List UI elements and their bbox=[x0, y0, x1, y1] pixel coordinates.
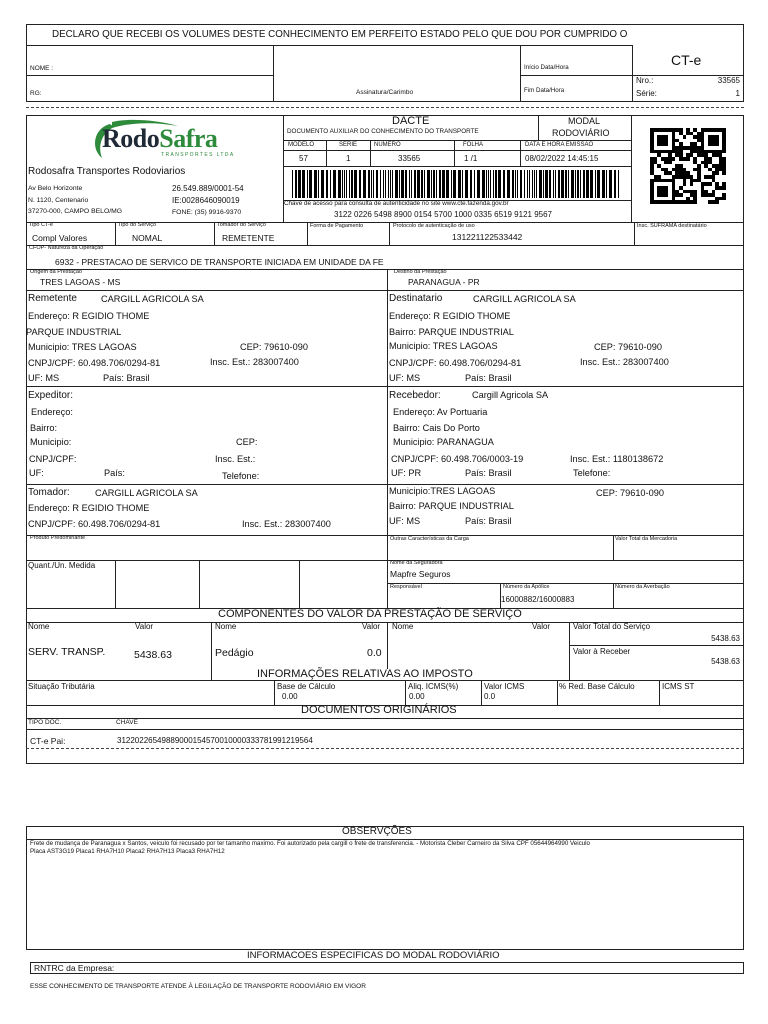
comp-nome-label-1: Nome bbox=[28, 622, 50, 631]
origem-value: TRES LAGOAS - MS bbox=[40, 277, 121, 287]
tomador-label: Tomador: bbox=[28, 487, 70, 498]
company-address1: Av Belo Horizonte bbox=[28, 185, 83, 192]
componentes-title: COMPONENTES DO VALOR DA PRESTAÇÃO DE SERVIÇO bbox=[218, 608, 522, 620]
expedidor-cnpj: CNPJ/CPF: bbox=[29, 454, 77, 464]
logo-text-safra: Safra bbox=[159, 124, 218, 153]
seguradora-value: Mapfre Seguros bbox=[390, 569, 451, 579]
protocolo-value: 131221122533442 bbox=[452, 232, 523, 242]
documentos-title: DOCUMENTOS ORIGINÁRIOS bbox=[301, 704, 457, 716]
comp-item2-value: 0.0 bbox=[367, 647, 382, 659]
comp-valor-label-1: Valor bbox=[135, 622, 154, 631]
expedidor-endereco: Endereço: bbox=[31, 407, 73, 417]
tomador-pais: País: Brasil bbox=[465, 516, 512, 526]
expedidor-municipio: Municipio: bbox=[30, 437, 72, 447]
numero-value: 33565 bbox=[398, 154, 421, 163]
comp-nome-label-3: Nome bbox=[392, 622, 414, 631]
total-servico-label: Valor Total do Serviço bbox=[573, 622, 651, 631]
destinatario-municipio: Municipio: TRES LAGOAS bbox=[389, 341, 498, 351]
expedidor-uf: UF: bbox=[29, 468, 44, 478]
observacoes-line2: Placa AST3G19 Placa1 RHA7H10 Placa2 RHA7H13 Placa3 RHA7H12 bbox=[30, 848, 225, 855]
receipt-serie-value: 1 bbox=[735, 89, 740, 98]
apolice-label: Número da Apólice bbox=[503, 584, 550, 590]
separator-line bbox=[26, 748, 744, 749]
remetente-pais: País: Brasil bbox=[103, 373, 150, 383]
chave-label: Chave de acesso para consulta de autenticidade no site www.cte.fazenda.gov.br bbox=[284, 200, 509, 207]
comp-nome-label-2: Nome bbox=[215, 622, 237, 631]
expedidor-telefone: Telefone: bbox=[222, 471, 260, 481]
produto-label: Produto Predominante bbox=[30, 535, 86, 541]
recebedor-endereco: Endereço: Av Portuaria bbox=[393, 407, 488, 417]
apolice-value: 16000882/16000883 bbox=[501, 595, 575, 604]
expedidor-label: Expeditor: bbox=[28, 390, 74, 401]
quant-label: Quant./Un. Medida bbox=[28, 561, 96, 570]
remetente-uf: UF: MS bbox=[28, 373, 60, 383]
observacoes-line1: Frete de mudança de Paranagua x Santos, veiculo foi recusado por ter tamanho maximo. Foi autorizado pela cargill o frete de transferencia. - Motorista Cleber Carneiro da Silva CPF 05644964990 Veiculo bbox=[30, 840, 590, 847]
tomador-servico-label: Tomador do Serviço bbox=[217, 222, 266, 228]
logo-subtitle: TRANSPORTES LTDA bbox=[161, 152, 235, 158]
modelo-value: 57 bbox=[299, 154, 308, 163]
destinatario-bairro: Bairro: PARQUE INDUSTRIAL bbox=[389, 327, 514, 337]
base-calculo-label: Base de Cálculo bbox=[277, 682, 336, 691]
comp-item1-name: SERV. TRANSP. bbox=[28, 646, 106, 658]
folha-value: 1 /1 bbox=[464, 154, 478, 163]
destinatario-uf: UF: MS bbox=[389, 373, 421, 383]
tomador-servico-value: REMETENTE bbox=[222, 233, 275, 243]
company-cnpj: 26.549.889/0001-54 bbox=[172, 184, 244, 193]
destinatario-endereco: Endereço: R EGIDIO THOME bbox=[389, 311, 511, 321]
tipo-doc-label: TIPO DOC. bbox=[28, 719, 62, 726]
serie-value: 1 bbox=[346, 154, 351, 163]
valor-icms-label: Valor ICMS bbox=[484, 682, 525, 691]
company-phone: FONE: (35) 9916-9370 bbox=[172, 209, 242, 216]
company-address2: N. 1120, Centenario bbox=[28, 197, 89, 204]
origem-label: Origem da Prestação bbox=[30, 269, 82, 275]
tomador-name: CARGILL AGRICOLA SA bbox=[95, 488, 198, 498]
outras-carac-label: Outras Características da Carga bbox=[390, 536, 469, 542]
expedidor-pais: País: bbox=[104, 468, 125, 478]
recebedor-label: Recebedor: bbox=[389, 390, 441, 401]
remetente-endereco: Endereço: R EGIDIO THOME bbox=[28, 311, 150, 321]
comp-valor-label-3: Valor bbox=[532, 622, 551, 631]
responsavel-label: Responsável bbox=[390, 584, 422, 590]
folha-label: FOLHA bbox=[463, 142, 484, 148]
tomador-endereco: Endereço: R EGIDIO THOME bbox=[28, 503, 150, 513]
modal-info-title: INFORMACOES ESPECIFICAS DO MODAL RODOVIÁRIO bbox=[247, 950, 500, 961]
receipt-nro-value: 33565 bbox=[717, 76, 740, 85]
serie-label: SERIE bbox=[339, 142, 358, 148]
destino-label: Destino da Prestação bbox=[394, 269, 447, 275]
valor-receber-value: 5438.63 bbox=[711, 657, 740, 666]
modal-value: RODOVIÁRIO bbox=[552, 128, 610, 138]
chave-value: 3122 0226 5498 8900 0154 5700 1000 0335 6519 9121 9567 bbox=[334, 210, 552, 219]
remetente-bairro: PARQUE INDUSTRIAL bbox=[26, 327, 122, 337]
recebedor-pais: País: Brasil bbox=[465, 468, 512, 478]
company-name: Rodosafra Transportes Rodoviarios bbox=[28, 166, 186, 177]
recebedor-name: Cargill Agricola SA bbox=[472, 390, 549, 400]
valor-mercadoria-label: Valor Total da Mercadoria bbox=[615, 536, 678, 542]
footer-text: ESSE CONHECIMENTO DE TRANSPORTE ATENDE À LEGILAÇÃO DE TRANSPORTE RODOVIÁRIO EM VIGOR bbox=[30, 983, 366, 990]
situacao-label: Situação Tributária bbox=[28, 682, 95, 691]
recebedor-cnpj: CNPJ/CPF: 60.498.706/0003-19 bbox=[391, 454, 524, 464]
receipt-cte-title: CT-e bbox=[671, 52, 702, 68]
tipo-servico-label: Tipo do Serviço bbox=[118, 222, 157, 228]
forma-pgto-label: Forma de Pagamento bbox=[310, 223, 364, 229]
red-base-label: % Red. Base Cálculo bbox=[559, 682, 635, 691]
destinatario-ie: Insc. Est.: 283007400 bbox=[580, 357, 669, 367]
destinatario-name: CARGILL AGRICOLA SA bbox=[473, 294, 576, 304]
inicio-label: Início Data/Hora bbox=[524, 64, 569, 71]
destinatario-pais: País: Brasil bbox=[465, 373, 512, 383]
expedidor-ie: Insc. Est.: bbox=[215, 454, 256, 464]
rntrc-label: RNTRC da Empresa: bbox=[34, 963, 115, 973]
logo-text-rodo: Rodo bbox=[102, 124, 160, 153]
cfop-label: CFOP- Natureza da Operação bbox=[29, 245, 104, 251]
recebedor-uf: UF: PR bbox=[391, 468, 422, 478]
remetente-cep: CEP: 79610-090 bbox=[240, 342, 308, 352]
remetente-municipio: Municipio: TRES LAGOAS bbox=[28, 342, 137, 352]
dacte-subtitle: DOCUMENTO AUXILIAR DO CONHECIMENTO DO TRANSPORTE bbox=[287, 128, 479, 135]
dacte-title: DACTE bbox=[392, 115, 430, 127]
comp-item2-name: Pedágio bbox=[215, 647, 254, 659]
comp-item1-value: 5438.63 bbox=[134, 649, 172, 661]
barcode-icon bbox=[292, 170, 620, 198]
suframa-label: Insc. SUFRAMA destinatário bbox=[637, 223, 707, 229]
modal-label: MODAL bbox=[568, 116, 601, 126]
company-address3: 37270-000, CAMPO BELO/MG bbox=[28, 208, 123, 215]
numero-label: NUMERO bbox=[374, 142, 401, 148]
aliq-value: 0.00 bbox=[409, 692, 425, 701]
logo-text bbox=[102, 126, 217, 152]
tomador-ie: Insc. Est.: 283007400 bbox=[242, 519, 331, 529]
averbacao-label: Número da Averbação bbox=[615, 584, 670, 590]
rntrc-box bbox=[30, 962, 744, 974]
qr-code-icon bbox=[650, 128, 726, 204]
valor-receber-label: Valor à Receber bbox=[573, 647, 631, 656]
remetente-name: CARGILL AGRICOLA SA bbox=[101, 294, 204, 304]
receipt-serie-label: Série: bbox=[636, 89, 657, 98]
remetente-ie: Insc. Est.: 283007400 bbox=[210, 357, 299, 367]
recebedor-municipio: Municipio: PARANAGUA bbox=[393, 437, 494, 447]
expedidor-cep: CEP: bbox=[236, 437, 258, 447]
tipo-cte-value: Compl Valores bbox=[32, 233, 88, 243]
tipo-cte-label: Tipo CT-e bbox=[29, 222, 53, 228]
cut-line bbox=[26, 107, 744, 108]
destinatario-cep: CEP: 79610-090 bbox=[594, 342, 662, 352]
company-logo bbox=[88, 118, 238, 164]
imposto-title: INFORMAÇÕES RELATIVAS AO IMPOSTO bbox=[257, 668, 473, 680]
base-calculo-value: 0.00 bbox=[282, 692, 298, 701]
tipo-servico-value: NOMAL bbox=[132, 233, 163, 243]
tomador-cep: CEP: 79610-090 bbox=[596, 488, 664, 498]
recebedor-bairro: Bairro: Cais Do Porto bbox=[393, 423, 480, 433]
total-servico-value: 5438.63 bbox=[711, 634, 740, 643]
aliq-label: Aliq. ICMS(%) bbox=[408, 682, 459, 691]
chave-doc-label: CHAVE bbox=[116, 719, 138, 726]
fim-label: Fim Data/Hora bbox=[524, 87, 565, 94]
destino-value: PARANAGUA - PR bbox=[408, 277, 480, 287]
icms-st-label: ICMS ST bbox=[662, 682, 695, 691]
emissao-label: DATA E HORA EMISSAO bbox=[525, 142, 594, 148]
valor-icms-value: 0.0 bbox=[484, 692, 496, 701]
receipt-declaration: DECLARO QUE RECEBI OS VOLUMES DESTE CONHECIMENTO EM PERFEITO ESTADO PELO QUE DOU POR CUMPRIDO O bbox=[52, 29, 628, 40]
tomador-cnpj: CNPJ/CPF: 60.498.706/0294-81 bbox=[28, 519, 161, 529]
cte-pai-value: 31220226549889000154570010000333781991219564 bbox=[117, 736, 313, 745]
cfop-value: 6932 - PRESTACAO DE SERVICO DE TRANSPORTE INICIADA EM UNIDADE DA FE bbox=[55, 257, 384, 267]
expedidor-bairro: Bairro: bbox=[30, 423, 58, 433]
remetente-label: Remetente bbox=[28, 293, 77, 304]
tomador-uf: UF: MS bbox=[389, 516, 421, 526]
assinatura-label: Assinatura/Carimbo bbox=[356, 89, 414, 96]
observacoes-title: OBSERVÇÕES bbox=[342, 826, 412, 837]
cte-pai-label: CT-e Pai: bbox=[30, 736, 66, 746]
recebedor-ie: Insc. Est.: 1180138672 bbox=[570, 454, 664, 464]
emissao-value: 08/02/2022 14:45:15 bbox=[525, 154, 599, 163]
recebedor-telefone: Telefone: bbox=[573, 468, 611, 478]
protocolo-label: Protocolo de autenticação de uso bbox=[393, 223, 475, 229]
seguradora-label: Nome da Seguradora bbox=[390, 560, 443, 566]
receipt-nro-label: Nro.: bbox=[636, 76, 654, 85]
tomador-bairro: Bairro: PARQUE INDUSTRIAL bbox=[389, 501, 514, 511]
comp-valor-label-2: Valor bbox=[362, 622, 381, 631]
remetente-cnpj: CNPJ/CPF: 60.498.706/0294-81 bbox=[28, 358, 161, 368]
modelo-label: MODELO bbox=[288, 142, 315, 148]
rg-label: RG: bbox=[30, 90, 42, 97]
nome-label: NOME : bbox=[30, 65, 54, 72]
tomador-municipio: Municipio:TRES LAGOAS bbox=[389, 486, 496, 496]
destinatario-cnpj: CNPJ/CPF: 60.498.706/0294-81 bbox=[389, 358, 522, 368]
company-ie: IE:0028646090019 bbox=[172, 196, 240, 205]
destinatario-label: Destinatario bbox=[389, 293, 443, 304]
